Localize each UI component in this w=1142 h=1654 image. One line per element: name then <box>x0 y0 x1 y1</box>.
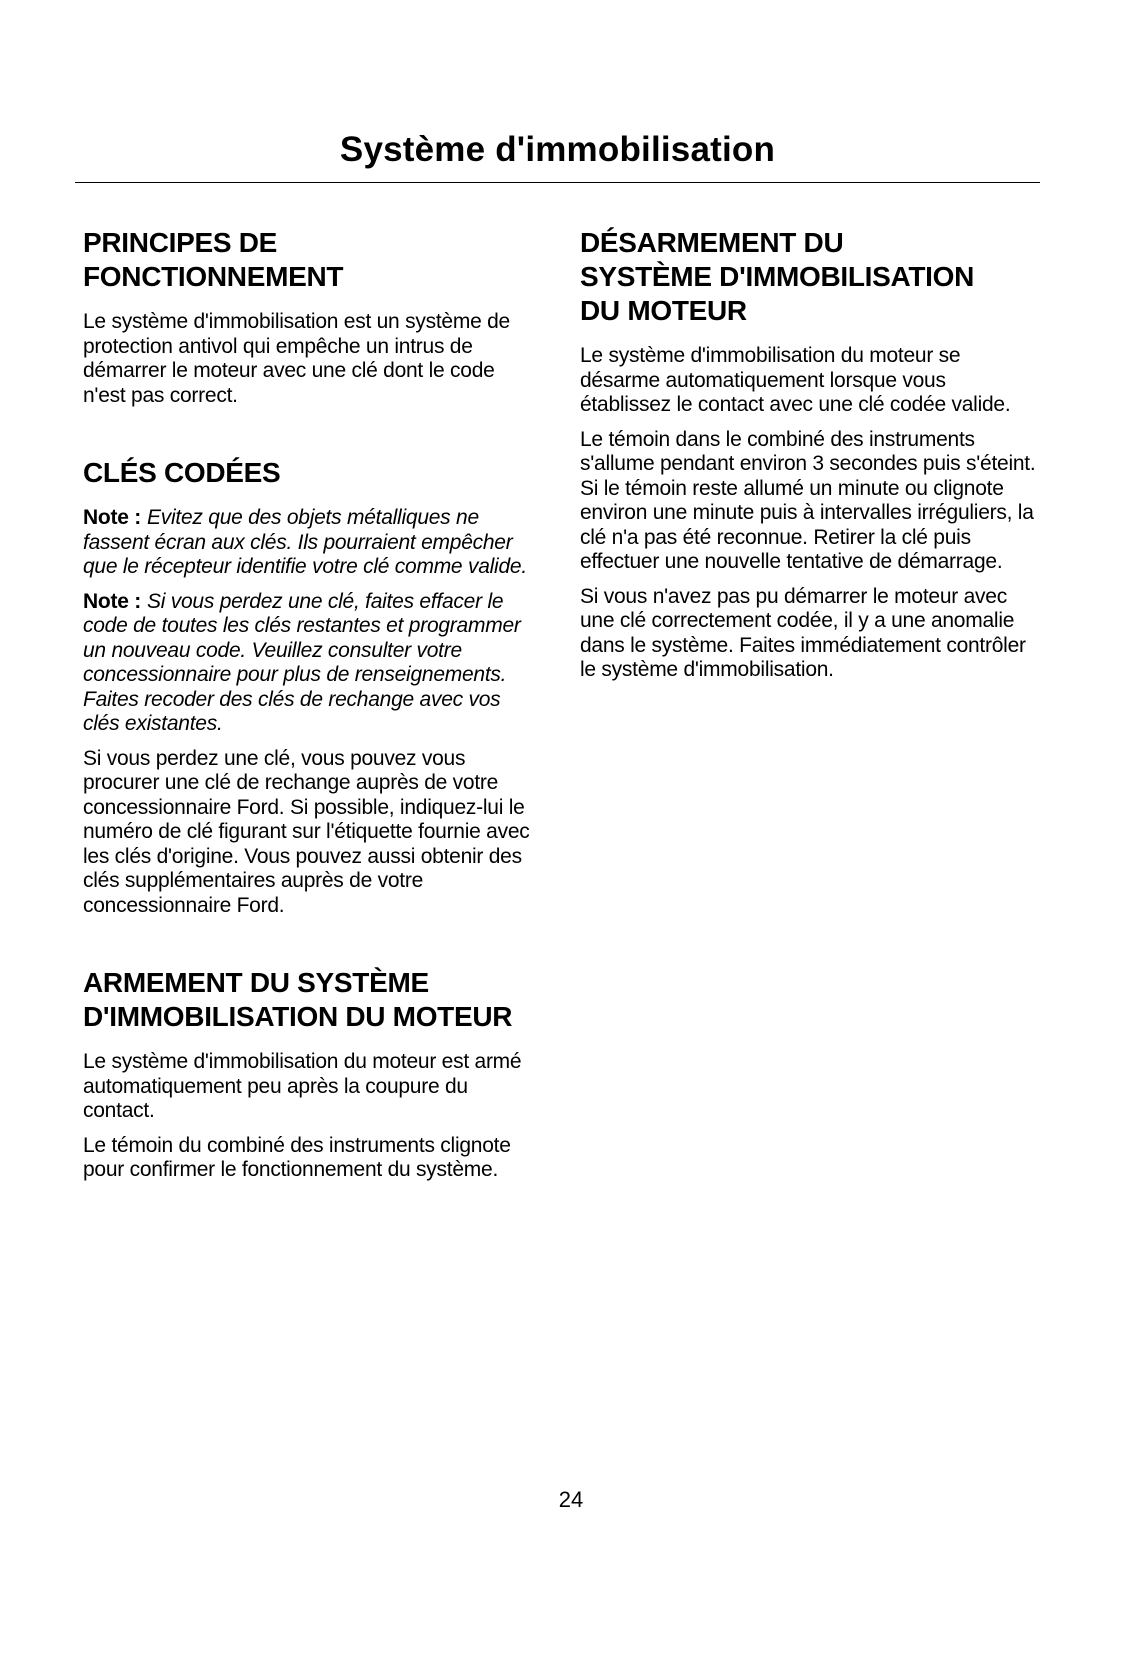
note-label: Note : <box>83 589 141 613</box>
page-title: Système d'immobilisation <box>339 130 776 169</box>
left-column <box>83 226 538 1193</box>
page-number: 24 <box>558 1487 584 1512</box>
title-divider <box>75 182 1040 183</box>
desarmement-paragraph-3: Si vous n'avez pas pu démarrer le moteur avec une clé correctement codée, il y a une anomalie dans le système. Faites immédiatement contrôler le système d'immobilisation. <box>580 584 1026 681</box>
principes-heading: PRINCIPES DE FONCTIONNEMENT <box>83 227 344 292</box>
cles-codees-heading: CLÉS CODÉES <box>83 457 281 488</box>
note-metal-objects <box>83 506 538 580</box>
principes-paragraph: Le système d'immobilisation est un système de protection antivol qui empêche un intrus de démarrer le moteur avec une clé dont le code n'est pas correct. <box>83 310 510 407</box>
section-cles-codees <box>83 456 538 918</box>
desarmement-paragraph-2: Le témoin dans le combiné des instruments s'allume pendant environ 3 secondes puis s'éteint. Si le témoin reste allumé un minute ou clignote environ une minute puis à intervalles irréguliers, la clé n'a pas été reconnue. Retirer la clé puis effectuer une nouvelle tentative de démarrage. <box>580 427 1036 573</box>
cles-codees-paragraph: Si vous perdez une clé, vous pouvez vous procurer une clé de rechange auprès de votre concessionnaire Ford. Si possible, indiquez-lui le numéro de clé figurant sur l'étiquette fournie avec les clés d'origine. Vous pouvez aussi obtenir des clés supplémentaires auprès de votre concessionnaire Ford. <box>83 746 530 917</box>
note-text: Si vous perdez une clé, faites effacer le code de toutes les clés restantes et programmer un nouveau code. Veuillez consulter votre concessionnaire pour plus de renseignements. Faites recoder des clés de rechange avec vos clés existantes. <box>83 589 521 735</box>
section-armement <box>83 966 538 1183</box>
section-principes <box>83 226 538 408</box>
note-text: Evitez que des objets métalliques ne fassent écran aux clés. Ils pourraient empêcher que le récepteur identifie votre clé comme valide. <box>83 506 527 578</box>
section-desarmement <box>580 226 1040 683</box>
armement-paragraph-1: Le système d'immobilisation du moteur est armé automatiquement peu après la coupure du contact. <box>83 1050 522 1122</box>
right-column <box>580 226 1040 693</box>
armement-heading: ARMEMENT DU SYSTÈME D'IMMOBILISATION DU MOTEUR <box>83 967 513 1032</box>
desarmement-paragraph-1: Le système d'immobilisation du moteur se désarme automatiquement lorsque vous établissez le contact avec une clé codée valide. <box>580 344 1011 416</box>
desarmement-heading: DÉSARMEMENT DU SYSTÈME D'IMMOBILISATION DU MOTEUR <box>580 227 975 326</box>
note-label: Note : <box>83 506 141 529</box>
note-lost-key <box>83 590 538 737</box>
armement-paragraph-2: Le témoin du combiné des instruments clignote pour confirmer le fonctionnement du système. <box>83 1133 511 1181</box>
